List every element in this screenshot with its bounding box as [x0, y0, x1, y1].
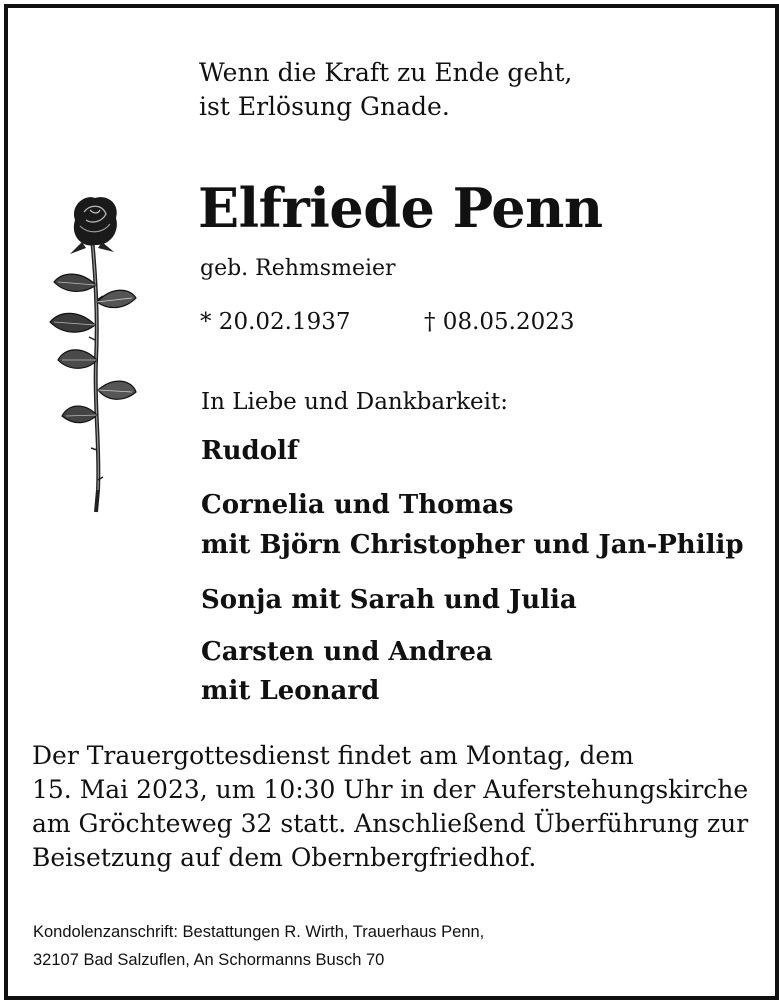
condolence-address — [33, 918, 484, 974]
mourner-line: mit Björn Christopher und Jan-Philip — [201, 530, 744, 560]
rose-icon — [40, 190, 140, 520]
mourners-intro: In Liebe und Dankbarkeit: — [201, 389, 508, 415]
deceased-name: Elfriede Penn — [198, 176, 603, 240]
service-line: am Gröchteweg 32 statt. Anschließend Überführung zur — [32, 809, 749, 838]
maiden-name: geb. Rehmsmeier — [200, 256, 396, 281]
service-line: Beisetzung auf dem Obernbergfriedhof. — [32, 843, 537, 872]
condolence-line: 32107 Bad Salzuflen, An Schormanns Busch 70 — [33, 951, 385, 969]
mourner-line: Carsten und Andrea — [201, 637, 493, 667]
service-notice — [32, 739, 748, 875]
mourner-line: Cornelia und Thomas — [201, 490, 514, 520]
birth-date: * 20.02.1937 — [200, 309, 351, 335]
mourner-line: Rudolf — [201, 436, 299, 466]
death-date: † 08.05.2023 — [424, 309, 575, 335]
service-line: 15. Mai 2023, um 10:30 Uhr in der Auferstehungskirche — [32, 775, 749, 804]
motto-line: ist Erlösung Gnade. — [199, 92, 450, 121]
condolence-line: Kondolenzanschrift: Bestattungen R. Wirth, Trauerhaus Penn, — [33, 923, 485, 941]
mourner-line: Sonja mit Sarah und Julia — [201, 585, 577, 615]
service-line: Der Trauergottesdienst findet am Montag, dem — [32, 741, 634, 770]
motto-line: Wenn die Kraft zu Ende geht, — [199, 58, 573, 87]
mourner-line: mit Leonard — [201, 676, 380, 706]
motto — [199, 56, 572, 124]
